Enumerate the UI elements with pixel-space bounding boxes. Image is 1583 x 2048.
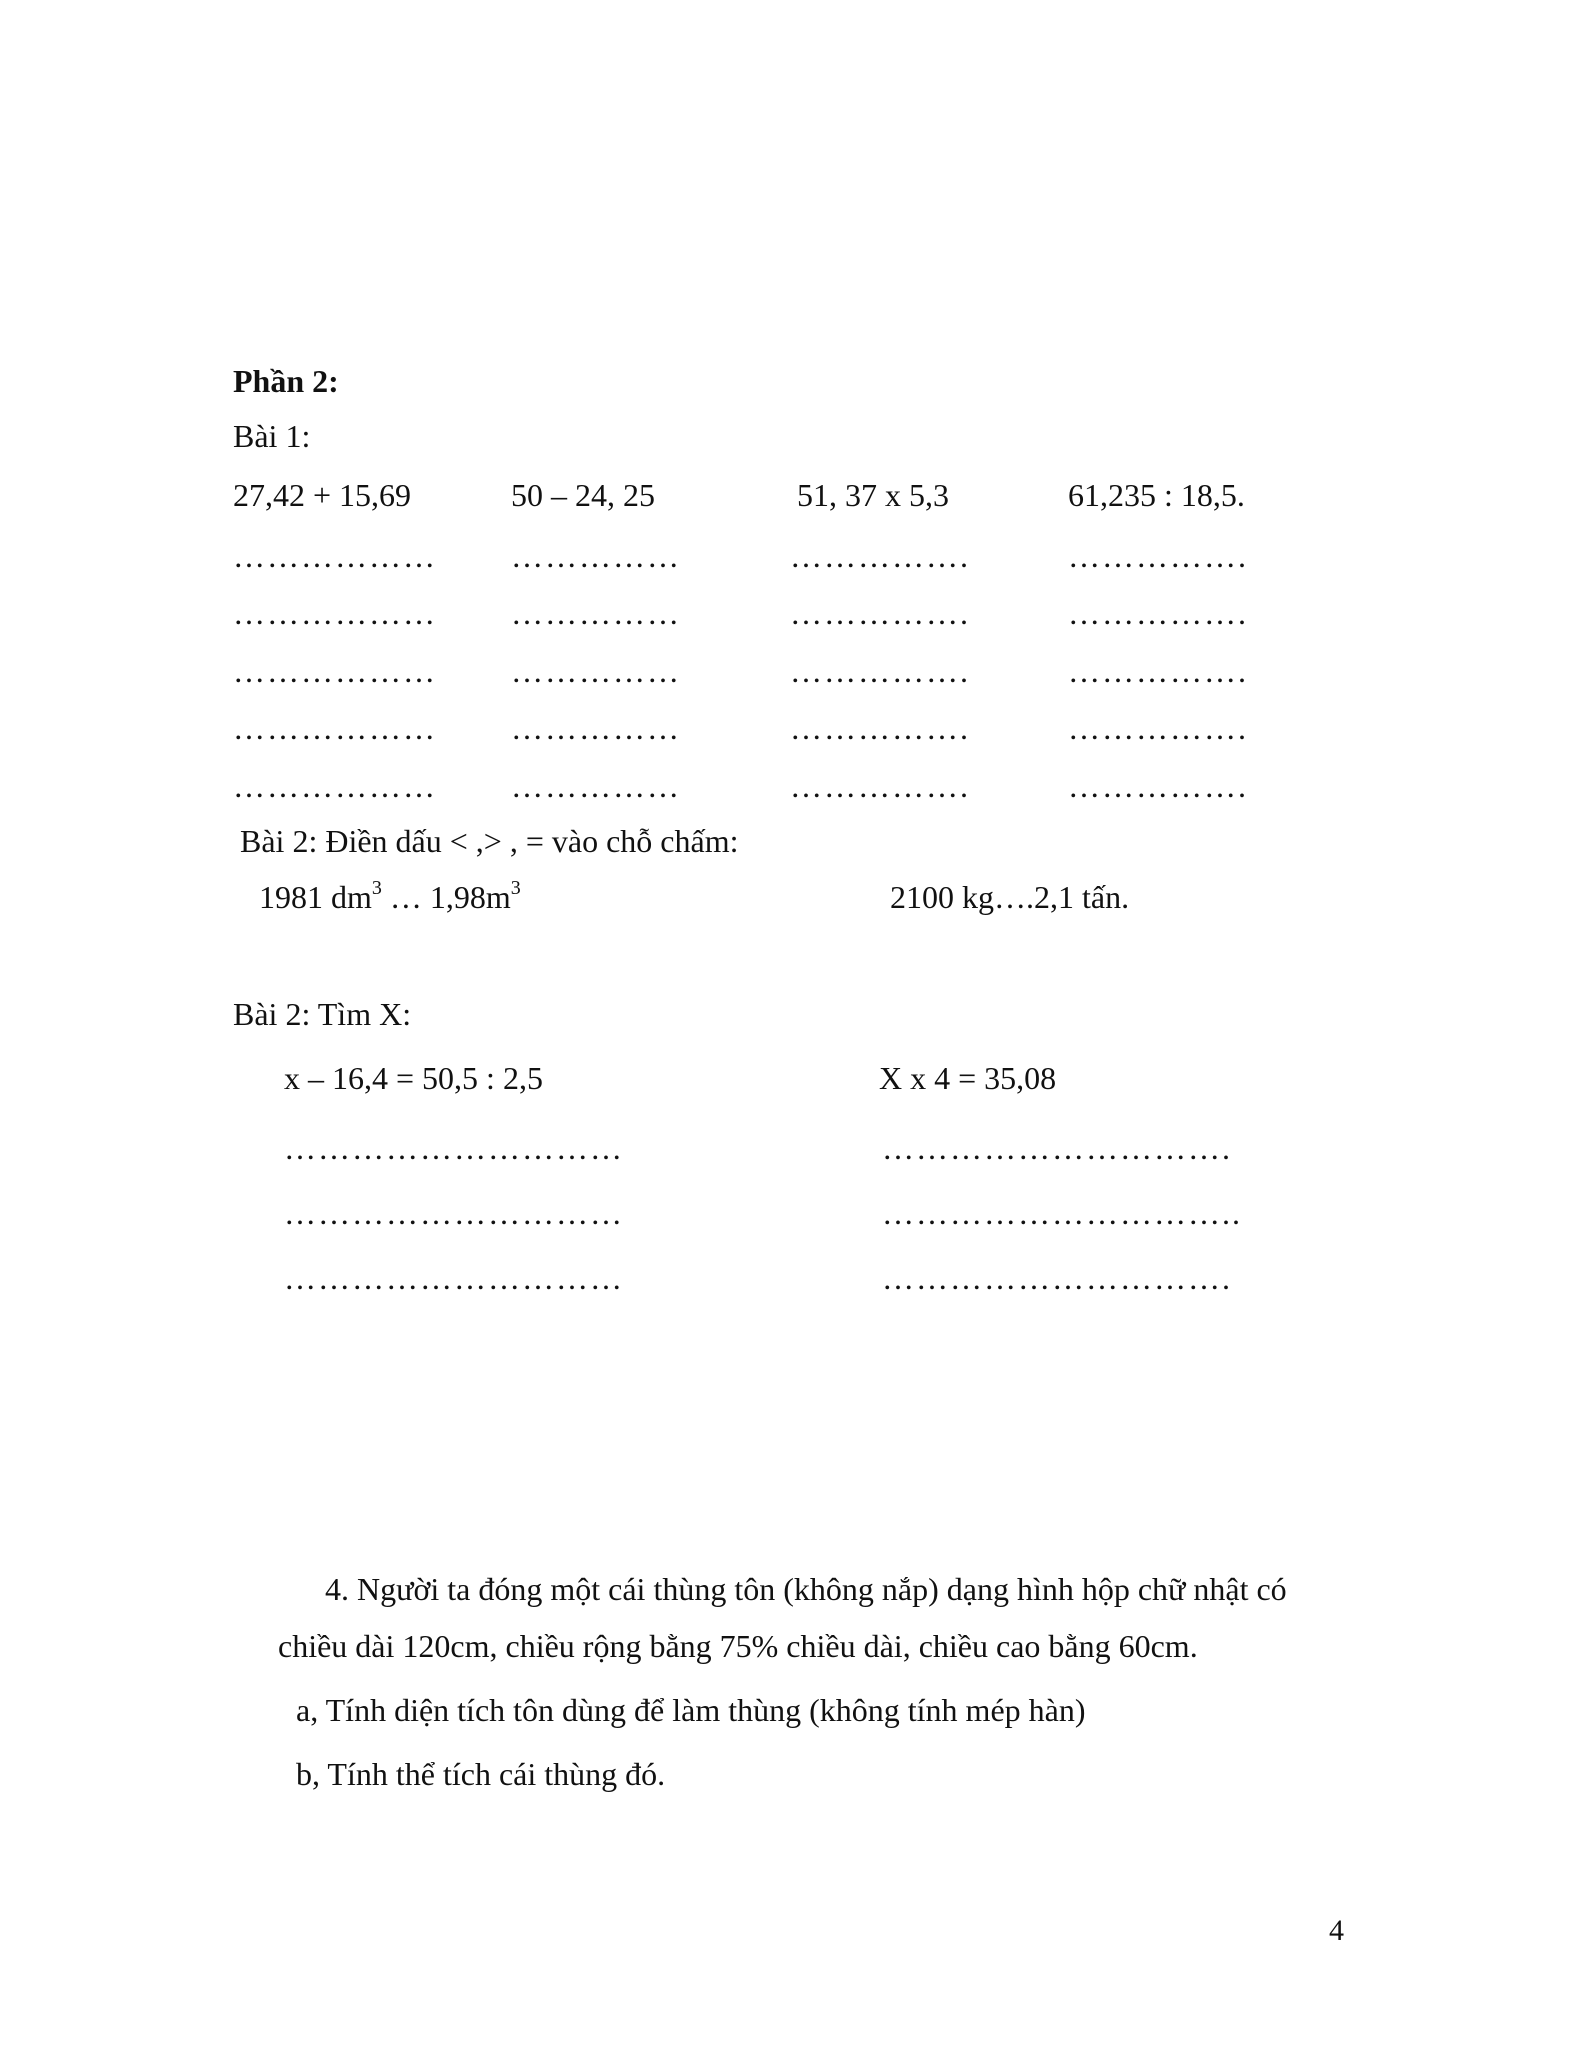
find-x-answer-line: ………………………… [284, 1195, 624, 1231]
bai1-answer-line: ……………. [1068, 710, 1248, 746]
problem4-part-b: b, Tính thể tích cái thùng đó. [296, 1756, 666, 1792]
compare-left-rest: … 1,98m [381, 879, 511, 915]
bai1-answer-line: ……………. [1068, 653, 1248, 689]
bai1-answer-line: ……………. [1068, 768, 1248, 804]
compare-left-exponent2: 3 [510, 877, 521, 899]
find-x-answer-line: …………………………. [882, 1130, 1232, 1166]
bai1-answer-line: ……………. [790, 653, 970, 689]
bai1-answer-line: …………… [511, 768, 681, 804]
page-number: 4 [1329, 1914, 1344, 1947]
bai1-answer-line: ……………… [233, 653, 437, 689]
find-x-answer-line: ………………………… [284, 1130, 624, 1166]
find-x-answer-line: …………………………. [882, 1260, 1232, 1296]
bai1-answer-line: …………… [511, 595, 681, 631]
find-x-answer-line: ………………………….. [882, 1195, 1242, 1231]
bai1-answer-line: ……………. [790, 710, 970, 746]
find-x-right-equation: X x 4 = 35,08 [879, 1060, 1057, 1096]
problem4-part-a: a, Tính diện tích tôn dùng để làm thùng (không tính mép hàn) [296, 1692, 1086, 1728]
bai1-answer-line: ……………… [233, 595, 437, 631]
bai1-expression: 51, 37 x 5,3 [797, 477, 949, 513]
part-title: Phần 2: [233, 363, 339, 399]
bai1-title: Bài 1: [233, 418, 311, 454]
bai2-compare-right: 2100 kg….2,1 tấn. [890, 879, 1130, 915]
compare-left-value: 1981 dm [259, 879, 372, 915]
bai1-answer-line: …………… [511, 710, 681, 746]
bai1-answer-line: ……………. [790, 768, 970, 804]
bai1-answer-line: ……………… [233, 538, 437, 574]
bai1-answer-line: ……………. [790, 595, 970, 631]
find-x-answer-line: ………………………… [284, 1260, 624, 1296]
problem4-line1: 4. Người ta đóng một cái thùng tôn (không nắp) dạng hình hộp chữ nhật có [325, 1571, 1287, 1607]
bai2-compare-title: Bài 2: Điền dấu < ,> , = vào chỗ chấm: [240, 823, 739, 859]
bai1-answer-line: ……………. [1068, 595, 1248, 631]
bai1-answer-line: …………… [511, 653, 681, 689]
problem4-line2: chiều dài 120cm, chiều rộng bằng 75% chiều dài, chiều cao bằng 60cm. [278, 1628, 1198, 1664]
find-x-left-equation: x – 16,4 = 50,5 : 2,5 [284, 1060, 543, 1096]
bai2-find-x-title: Bài 2: Tìm X: [233, 996, 412, 1032]
bai1-answer-line: ……………… [233, 768, 437, 804]
bai1-answer-line: ……………… [233, 710, 437, 746]
bai1-answer-line: ……………. [790, 538, 970, 574]
bai1-expression: 61,235 : 18,5. [1068, 477, 1245, 513]
bai1-expression: 27,42 + 15,69 [233, 477, 412, 513]
bai1-answer-line: …………… [511, 538, 681, 574]
compare-left-exponent: 3 [371, 877, 382, 899]
bai1-expression: 50 – 24, 25 [511, 477, 655, 513]
bai1-answer-line: ……………. [1068, 538, 1248, 574]
bai2-compare-left [259, 877, 521, 915]
